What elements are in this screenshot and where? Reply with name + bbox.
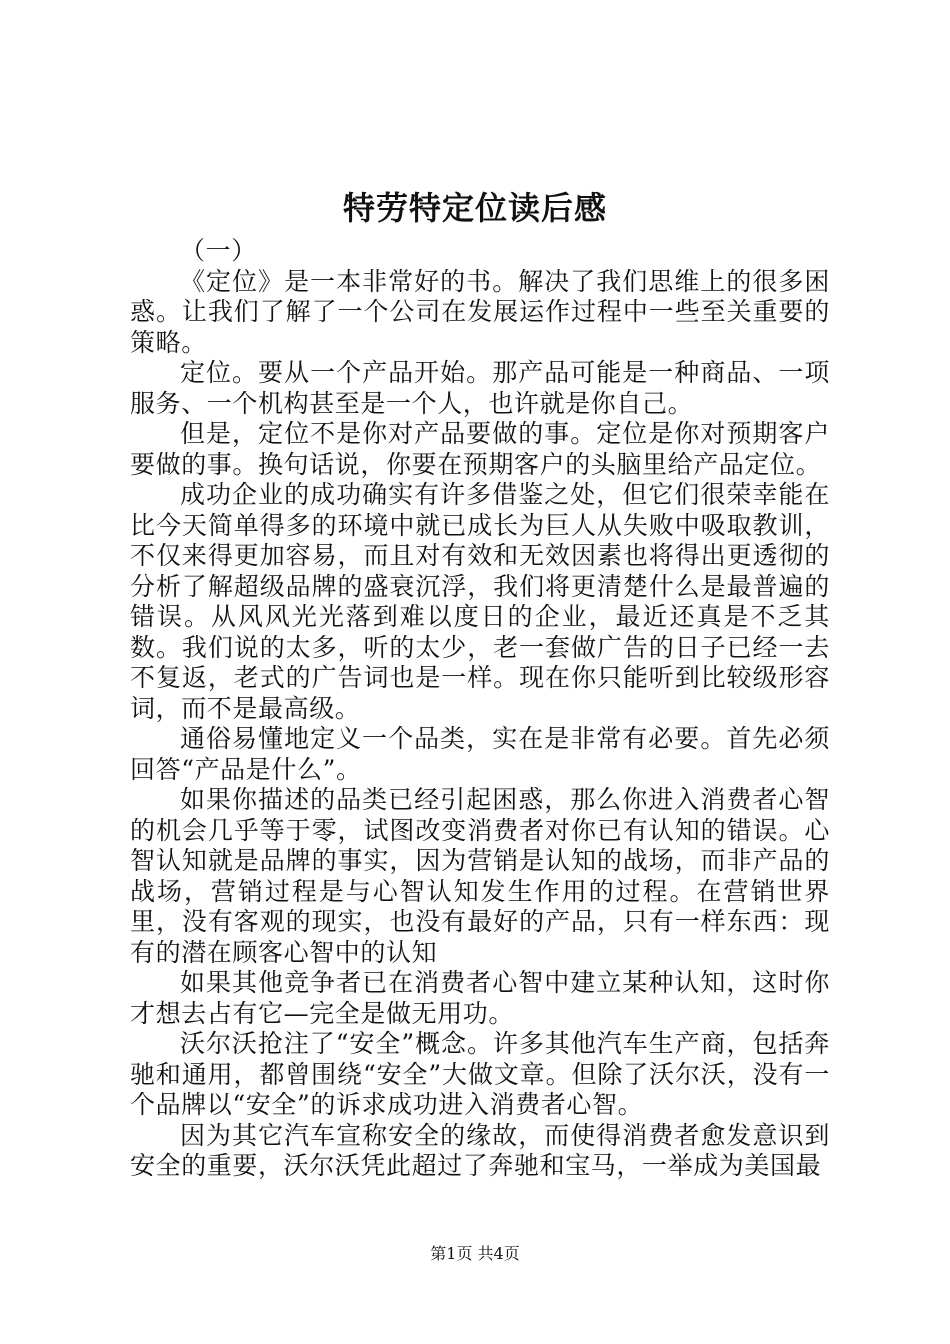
paragraph: 通俗易懂地定义一个品类，实在是非常有必要。首先必须回答“产品是什么”。 [130, 724, 830, 784]
paragraph: 如果你描述的品类已经引起困惑，那么你进入消费者心智的机会几乎等于零，试图改变消费者对你已有认知的错误。心智认知就是品牌的事实，因为营销是认知的战场，而非产品的战场，营销过程是与心智认知发生作用的过程。在营销世界里，没有客观的现实，也没有最好的产品，只有一样东西：现有的潜在顾客心智中的认知 [130, 785, 830, 967]
paragraph: 定位。要从一个产品开始。那产品可能是一种商品、一项服务、一个机构甚至是一个人，也许就是你自己。 [130, 358, 830, 418]
document-body [130, 236, 830, 1182]
paragraph: 成功企业的成功确实有许多借鉴之处，但它们很荣幸能在比今天简单得多的环境中就已成长为巨人从失败中吸取教训，不仅来得更加容易，而且对有效和无效因素也将得出更透彻的分析了解超级品牌的盛衰沉浮，我们将更清楚什么是最普遍的错误。从风风光光落到难以度日的企业，最近还真是不乏其数。我们说的太多，听的太少，老一套做广告的日子已经一去不复返，老式的广告词也是一样。现在你只能听到比较级形容词，而不是最高级。 [130, 480, 830, 723]
document-title: 特劳特定位读后感 [342, 189, 607, 227]
paragraph: 但是，定位不是你对产品要做的事。定位是你对预期客户要做的事。换句话说，你要在预期客户的头脑里给产品定位。 [130, 419, 830, 479]
section-marker: （一） [180, 236, 257, 265]
paragraph: 沃尔沃抢注了“安全”概念。许多其他汽车生产商，包括奔驰和通用，都曾围绕“安全”大做文章。但除了沃尔沃，没有一个品牌以“安全”的诉求成功进入消费者心智。 [130, 1029, 830, 1119]
paragraph: 如果其他竞争者已在消费者心智中建立某种认知，这时你才想去占有它—完全是做无用功。 [130, 968, 830, 1028]
paragraph: 因为其它汽车宣称安全的缘故，而使得消费者愈发意识到安全的重要，沃尔沃凭此超过了奔驰和宝马，一举成为美国最 [130, 1120, 830, 1180]
page-footer: 第1页 共4页 [430, 1244, 520, 1263]
paragraph: 《定位》是一本非常好的书。解决了我们思维上的很多困惑。让我们了解了一个公司在发展运作过程中一些至关重要的策略。 [130, 266, 830, 357]
